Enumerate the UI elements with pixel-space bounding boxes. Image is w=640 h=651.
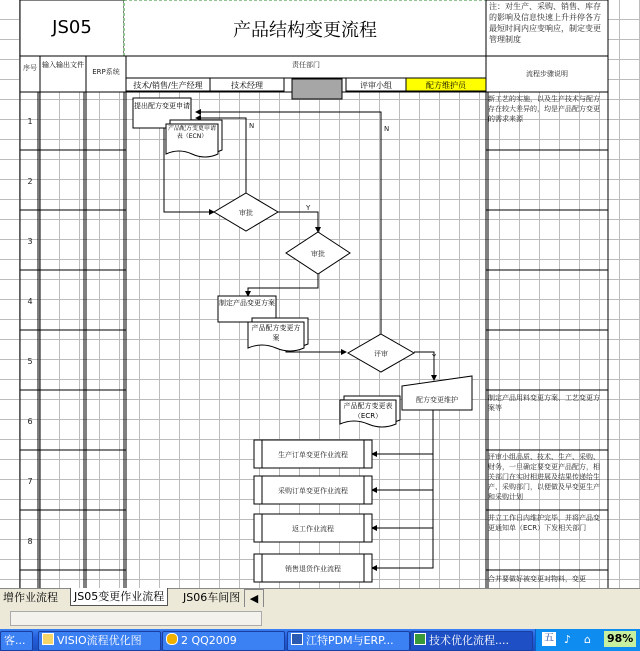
svg-text:生产订单变更作业流程: 生产订单变更作业流程	[278, 451, 348, 459]
sheet-tab[interactable]: JS06车间图	[183, 591, 241, 604]
svg-text:审批: 审批	[311, 250, 325, 258]
doc-ecn-request-form: 产品配方变更申请表（ECN）	[166, 120, 222, 157]
col-steps-desc: 流程步骤说明	[526, 70, 568, 78]
taskbar-item-visio-active[interactable]: 技术优化流程....	[410, 631, 533, 651]
row-number: 3	[27, 237, 33, 246]
qq-icon	[166, 633, 178, 645]
process-code: JS05	[52, 17, 92, 38]
scrollbar-track[interactable]	[10, 611, 262, 626]
ime-icon[interactable]: 五	[544, 633, 554, 644]
node-define-change-plan: 制定产品变更方案	[218, 296, 276, 322]
row-number: 4	[27, 297, 33, 306]
decision-approve-1	[214, 193, 278, 231]
windows-taskbar	[0, 629, 640, 651]
sheet-tab-active[interactable]: JS05变更作业流程	[70, 588, 168, 606]
page-title: 产品结构变更流程	[233, 20, 377, 41]
col-io-doc: 输入输出文件	[42, 61, 84, 69]
step-desc: 新工艺的实施，以及生产技术与配方存在较大差异的，均是产品配方变更的需求来源	[488, 95, 600, 123]
edge-label-no: N	[384, 125, 390, 133]
lane-tech-sales: 技术/销售/生产经理	[133, 81, 203, 90]
svg-text:审批: 审批	[239, 209, 253, 217]
decision-review	[348, 334, 414, 372]
header-note: 注：对生产、采购、销售、库存的影响及信息快速上升并停各方最短时间内应变响应，制定变更管理制度	[489, 2, 601, 44]
doc-change-plan: 产品配方变更方案	[248, 318, 308, 351]
col-erp: ERP系统	[92, 68, 120, 76]
step-desc: 评审小组品质、技术、生产、采购、财务，一旦确定要变更产品配方，相关部门在实时相进展及结果传递给生产、采购部门，以便做及早变更生产和采购计划	[488, 453, 600, 501]
row-number: 2	[27, 177, 33, 186]
node-formula-maintenance	[402, 376, 472, 410]
row-number: 5	[27, 357, 33, 366]
lane-review-group: 评审小组	[360, 81, 392, 90]
edge-label-no: N	[249, 122, 255, 130]
row-number: 8	[27, 537, 33, 546]
taskbar-item-qq[interactable]: 2 QQ2009	[162, 631, 285, 651]
network-icon[interactable]: ⌂	[584, 633, 591, 646]
taskbar-item[interactable]: 客...	[0, 631, 33, 651]
process-production-order-change	[254, 440, 372, 468]
system-tray	[535, 629, 640, 651]
svg-text:销售退货作业流程: 销售退货作业流程	[285, 565, 341, 573]
step-desc: 合并要做好被变更对物料，变更	[488, 575, 586, 583]
lane-formula-maintainer: 配方维护员	[426, 81, 466, 90]
taskbar-item-visio-folder[interactable]: VISIO流程优化图	[38, 631, 161, 651]
sheet-tab[interactable]: 增作业流程	[3, 591, 58, 604]
edge-label-yes: Y	[432, 353, 437, 361]
process-rework	[254, 514, 372, 542]
tab-scroll-left-icon[interactable]: ◀	[244, 589, 264, 608]
row-number: 7	[27, 477, 33, 486]
taskbar-item-pdm-doc[interactable]: 江特PDM与ERP...	[287, 631, 410, 651]
volume-icon[interactable]: ♪	[564, 633, 572, 646]
row-number: 1	[27, 117, 33, 126]
word-icon	[291, 633, 303, 645]
edge-label-yes: Y	[306, 204, 311, 212]
process-sales-return	[254, 554, 372, 582]
node-submit-change-request: 提出配方变更申请	[133, 98, 191, 128]
lane-tech-manager: 技术经理	[231, 81, 263, 90]
zoom-indicator: 98%	[604, 631, 636, 647]
decision-approve-2	[286, 232, 350, 274]
doc-ecr-form: 产品配方变更表（ECR）	[340, 396, 400, 427]
col-depts: 责任部门	[292, 61, 320, 69]
visio-icon	[414, 633, 426, 645]
col-seq: 序号	[23, 64, 37, 72]
process-purchase-order-change	[254, 476, 372, 504]
folder-icon	[42, 633, 54, 645]
svg-text:配方变更维护: 配方变更维护	[416, 396, 458, 404]
row-number: 6	[27, 417, 33, 426]
step-desc: 制定产品用料变更方案、工艺变更方案等	[488, 394, 600, 412]
sheet-tab-bar	[0, 588, 640, 608]
svg-text:采购订单变更作业流程: 采购订单变更作业流程	[278, 487, 348, 495]
svg-text:返工作业流程: 返工作业流程	[292, 525, 334, 533]
horizontal-scrollbar[interactable]	[0, 607, 640, 629]
step-desc: 并立工作日内维护完毕，并将产品变更通知单（ECR）下发相关部门	[488, 514, 600, 532]
svg-text:评审: 评审	[374, 350, 388, 358]
